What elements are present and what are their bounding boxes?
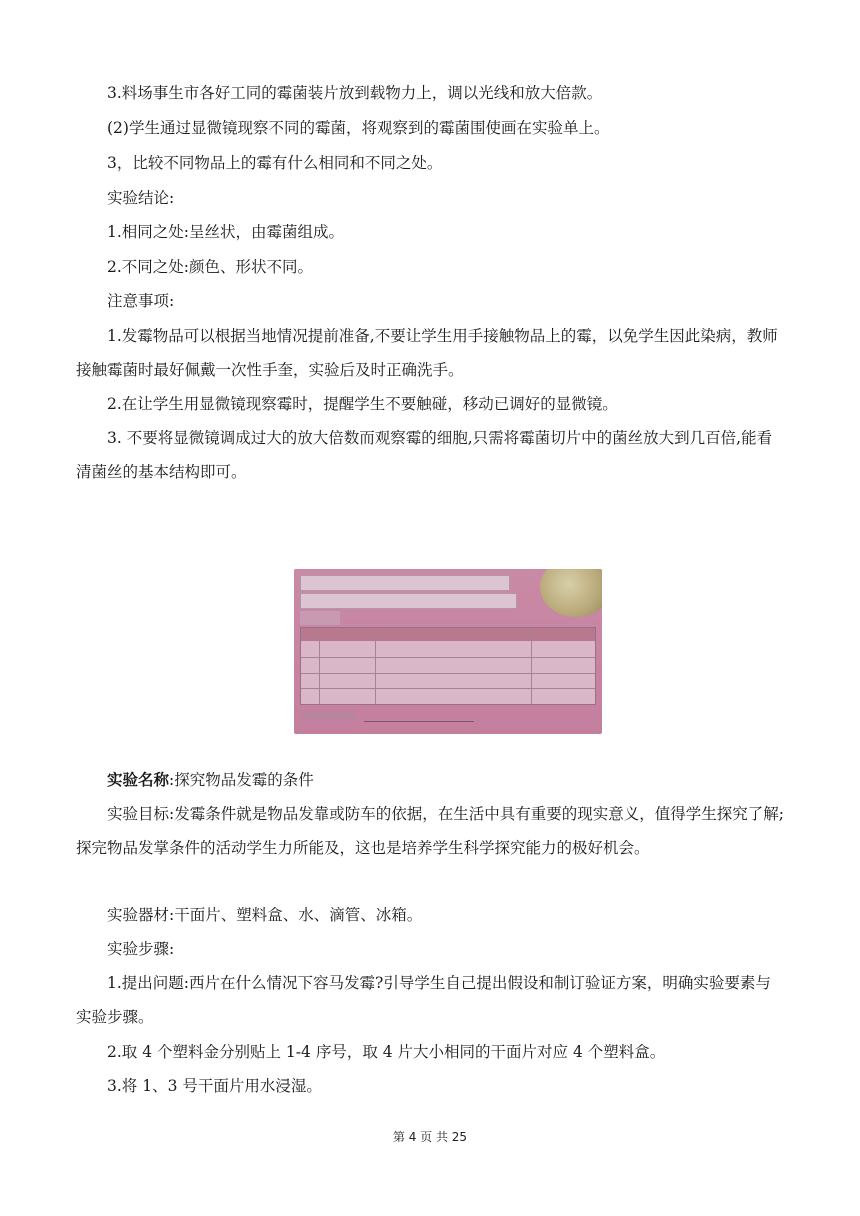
paragraph: 2.不同之处:颜色、形状不同。 xyxy=(107,258,314,276)
photo-table-line xyxy=(531,628,532,704)
experiment-goal: 实验目标:发霉条件就是物品发靠或防车的依据，在生活中具有重要的现实意义，值得学生探究了解;探完物品发掌条件的活动学生力所能及，这也是培养学生科学探究能力的极好机会。 xyxy=(76,805,784,857)
photo-strip xyxy=(300,593,517,609)
step-2: 2.取 4 个塑料金分别贴上 1-4 序号，取 4 片大小相同的干面片对应 4 个塑料盒。 xyxy=(107,1043,666,1061)
paragraph: 1.发霉物品可以根据当地情况提前准备,不要让学生用手接触物品上的霉，以免学生因此染病，教师接触霉菌时最好佩戴一次性手奎，实验后及时正确洗手。 xyxy=(76,327,778,379)
photo-table-line xyxy=(375,628,376,704)
experiment-name xyxy=(76,763,786,797)
photo-table-line xyxy=(301,657,595,658)
worksheet-photo-image xyxy=(294,569,602,734)
step-3: 3.将 1、3 号干面片用水浸湿。 xyxy=(107,1077,322,1095)
page-footer: 第 4 页 共 25 xyxy=(392,1130,468,1144)
photo-strip xyxy=(300,611,340,625)
section-heading: 注意事项: xyxy=(107,292,175,310)
paragraph: (2)学生通过显微镜现察不同的霉菌，将观察到的霉菌围使画在实验单上。 xyxy=(107,119,610,137)
section-heading: 实验结论: xyxy=(107,189,175,207)
experiment-materials: 实验器材:干面片、塑料盒、水、滴管、冰箱。 xyxy=(107,906,423,924)
steps-title: 实验步骤: xyxy=(107,940,175,958)
photo-strip xyxy=(300,575,510,591)
photo-label xyxy=(301,711,356,719)
photo-table-line xyxy=(301,673,595,674)
photo-line xyxy=(364,721,474,722)
paragraph: 3.料场事生市各好工同的霉菌装片放到载物力上，调以光线和放大倍款。 xyxy=(107,84,603,102)
photo-table-line xyxy=(319,628,320,704)
photo-table-header xyxy=(301,628,595,641)
photo-table-line xyxy=(301,688,595,689)
experiment-name-value: :探究物品发霉的条件 xyxy=(169,771,314,789)
paragraph: 2.在让学生用显微镜现察霉时，提醒学生不要触碰，移动已调好的显微镜。 xyxy=(107,395,618,413)
paragraph: 1.相同之处:呈丝状，由霉菌组成。 xyxy=(107,223,345,241)
experiment-name-label: 实验名称 xyxy=(107,770,170,789)
bread-photo-icon xyxy=(540,569,602,617)
paragraph: 3，比较不同物品上的霉有什么相同和不同之处。 xyxy=(107,154,443,172)
step-1: 1.提出问题:西片在什么情况下容马发霉?引导学生自己提出假设和制订验证方案，明确实验要素与实验步骤。 xyxy=(76,974,771,1026)
paragraph: 3. 不要将显微镜调成过大的放大倍数而观察霉的细胞,只需将霉菌切片中的菌丝放大到几百倍,能看清菌丝的基本结构即可。 xyxy=(76,429,773,481)
photo-table xyxy=(300,627,596,705)
